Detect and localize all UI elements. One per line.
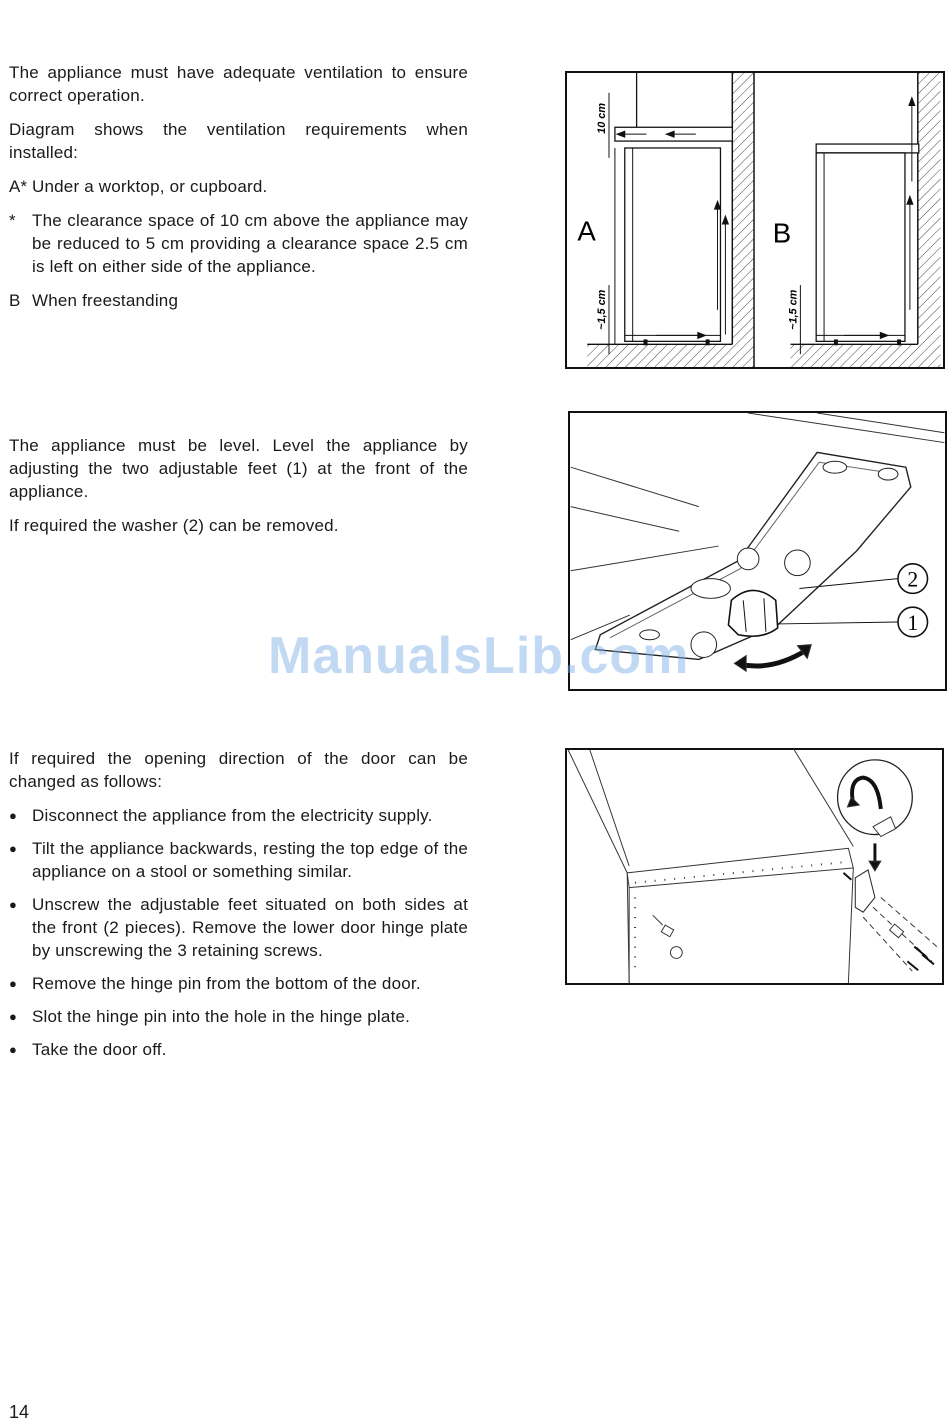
ventilation-diagram-svg bbox=[567, 73, 943, 367]
door-steps-list bbox=[9, 804, 468, 1061]
item-note bbox=[9, 209, 468, 278]
floor-a-hatch bbox=[587, 344, 754, 367]
item-b-text: When freestanding bbox=[32, 291, 179, 310]
list-item bbox=[9, 893, 468, 962]
list-item bbox=[9, 804, 468, 827]
item-a-marker: A* bbox=[9, 177, 28, 196]
item-note-text: The clearance space of 10 cm above the appliance may be reduced to 5 cm providing a clearance space 2.5 cm is left on either side of the appliance. bbox=[32, 211, 468, 276]
wall-a-hatch bbox=[732, 73, 754, 344]
item-b-marker: B bbox=[9, 291, 21, 310]
door-hinge-diagram-svg bbox=[567, 750, 942, 983]
bullet-icon: ● bbox=[9, 841, 18, 856]
step-text: Unscrew the adjustable feet situated on both sides at the front (2 pieces). Remove the lower door hinge plate by unscrewing the 3 retaining screws. bbox=[32, 895, 468, 960]
label-b: B bbox=[772, 217, 792, 249]
callout-2: 2 bbox=[907, 567, 919, 592]
bullet-icon: ● bbox=[9, 1009, 18, 1024]
ventilation-text bbox=[9, 61, 468, 323]
list-item bbox=[9, 1005, 468, 1028]
item-a-text: Under a worktop, or cupboard. bbox=[32, 177, 268, 196]
leveling-paragraph: If required the washer (2) can be removed. bbox=[9, 516, 339, 535]
page-number: 14 bbox=[9, 1402, 30, 1422]
floor-b-hatch bbox=[791, 344, 941, 367]
door-intro: If required the opening direction of the door can be changed as follows: bbox=[9, 749, 468, 791]
callout-1: 1 bbox=[907, 610, 919, 635]
list-item bbox=[9, 837, 468, 883]
door-text bbox=[9, 747, 468, 1071]
list-item bbox=[9, 1038, 468, 1061]
item-b bbox=[9, 289, 468, 312]
dim-bottom-a-label: ~1,5 cm bbox=[596, 289, 609, 330]
wall-b-hatch bbox=[918, 73, 941, 344]
dim-bottom-b-label: ~1,5 cm bbox=[787, 289, 800, 330]
list-item bbox=[9, 972, 468, 995]
watermark: ManualsLib.com bbox=[268, 627, 690, 685]
step-text: Disconnect the appliance from the electricity supply. bbox=[32, 806, 433, 825]
bullet-icon: ● bbox=[9, 976, 18, 991]
step-text: Tilt the appliance backwards, resting the top edge of the appliance on a stool or something similar. bbox=[32, 839, 468, 881]
dim-top-label: 10 cm bbox=[596, 103, 609, 134]
leveling-paragraph: The appliance must be level. Level the appliance by adjusting the two adjustable feet (1) at the front of the appliance. bbox=[9, 436, 468, 501]
leveling-text bbox=[9, 434, 468, 548]
item-a bbox=[9, 175, 468, 198]
bullet-icon: ● bbox=[9, 1042, 18, 1057]
ventilation-paragraph: Diagram shows the ventilation requirements when installed: bbox=[9, 120, 468, 162]
door-hinge-diagram bbox=[565, 748, 944, 985]
bullet-icon: ● bbox=[9, 808, 18, 823]
ventilation-paragraph: The appliance must have adequate ventilation to ensure correct operation. bbox=[9, 63, 468, 105]
item-note-marker: * bbox=[9, 211, 16, 230]
step-text: Slot the hinge pin into the hole in the hinge plate. bbox=[32, 1007, 411, 1026]
label-a: A bbox=[577, 215, 596, 247]
bullet-icon: ● bbox=[9, 897, 18, 912]
ventilation-diagram bbox=[565, 71, 945, 369]
step-text: Remove the hinge pin from the bottom of the door. bbox=[32, 974, 421, 993]
step-text: Take the door off. bbox=[32, 1040, 167, 1059]
